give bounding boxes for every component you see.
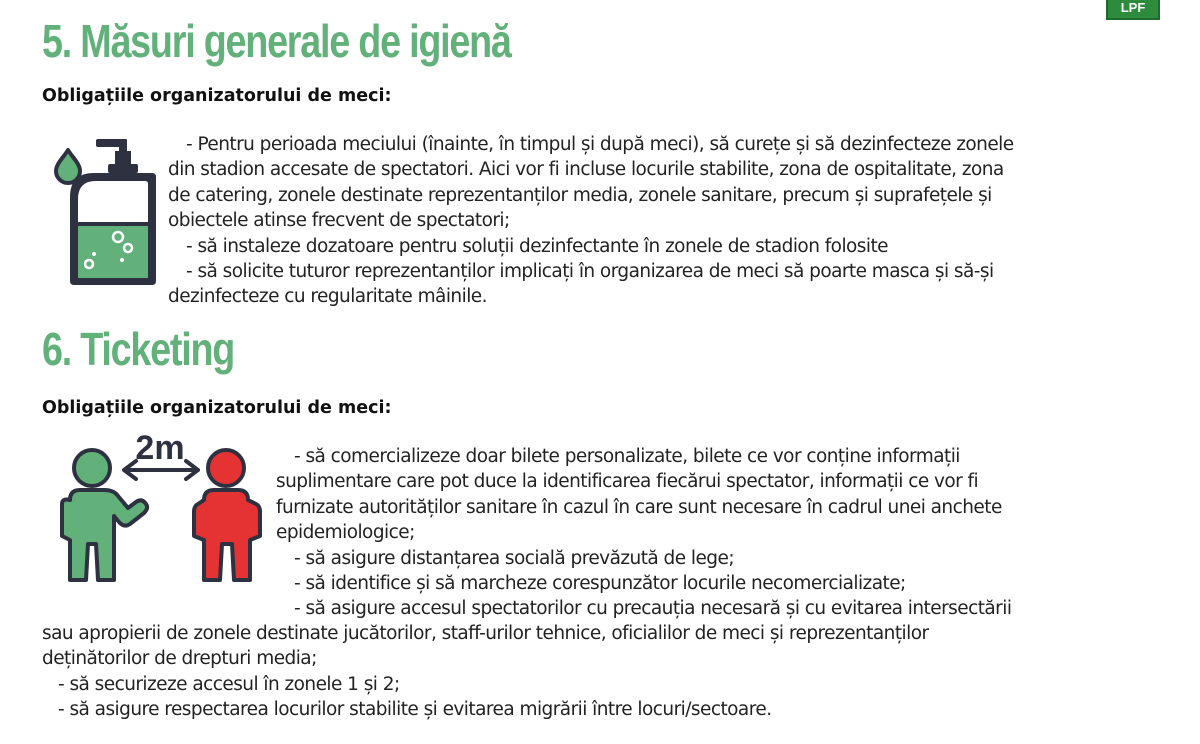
- text-line: - să instaleze dozatoare pentru soluții dezinfectante în zonele de stadion folosite: [186, 235, 889, 257]
- section-5-subheading: Obligațiile organizatorului de meci:: [42, 86, 392, 106]
- hand-sanitizer-icon: [52, 136, 156, 290]
- section-6-body-beside-icon: [276, 444, 1011, 622]
- text-line: - să comercializeze doar bilete personalizate, bilete ce vor conține informații: [294, 446, 960, 467]
- text-line: - să identifice și să marcheze corespunzător locurile necomercializate;: [294, 573, 906, 595]
- text-line: suplimentare care pot duce la identificarea fiecărui spectator, informații ce vor fi: [276, 471, 979, 493]
- text-line: epidemiologice;: [276, 522, 415, 544]
- text-line: - să asigure distanțarea socială prevăzută de lege;: [294, 547, 734, 569]
- section-5-title: 5. Măsuri generale de igienă: [42, 15, 511, 67]
- section-6-body-full-width: [42, 621, 929, 723]
- text-line: deținătorilor de drepturi media;: [42, 648, 317, 670]
- text-line: - să securizeze accesul în zonele 1 și 2;: [58, 673, 400, 695]
- text-line: de catering, zonele destinate reprezentanților media, zonele sanitare, precum și suprafețele și: [168, 184, 992, 206]
- lpf-logo: LPF: [1106, 0, 1160, 20]
- text-line: obiectele atinse frecvent de spectatori;: [168, 210, 510, 232]
- social-distance-icon: [56, 432, 266, 596]
- distance-label: 2m: [135, 432, 185, 467]
- text-line: dezinfecteze cu regularitate mâinile.: [168, 286, 487, 308]
- text-line: furnizate autorităților sanitare în cazul în care sunt necesare în cadrul unei anchete: [276, 496, 1002, 518]
- text-line: - să asigure respectarea locurilor stabilite și evitarea migrării între locuri/sectoare.: [58, 699, 772, 721]
- section-5-body: [168, 132, 1014, 310]
- section-6-title: 6. Ticketing: [42, 323, 235, 375]
- text-line: - să solicite tuturor reprezentanților implicați în organizarea de meci să poarte masca și să-și: [186, 261, 994, 283]
- text-line: sau apropierii de zonele destinate jucătorilor, staff-urilor tehnice, oficialilor de meci și reprezentanților: [42, 623, 929, 644]
- text-line: - să asigure accesul spectatorilor cu precauția necesară și cu evitarea intersectării: [294, 598, 1012, 620]
- section-6-subheading: Obligațiile organizatorului de meci:: [42, 398, 392, 418]
- text-line: din stadion accesate de spectatori. Aici vor fi incluse locurile stabilite, zona de ospitalitate, zona: [168, 159, 1004, 181]
- text-line: - Pentru perioada meciului (înainte, în timpul și după meci), să curețe și să dezinfecteze zonele: [186, 134, 1014, 155]
